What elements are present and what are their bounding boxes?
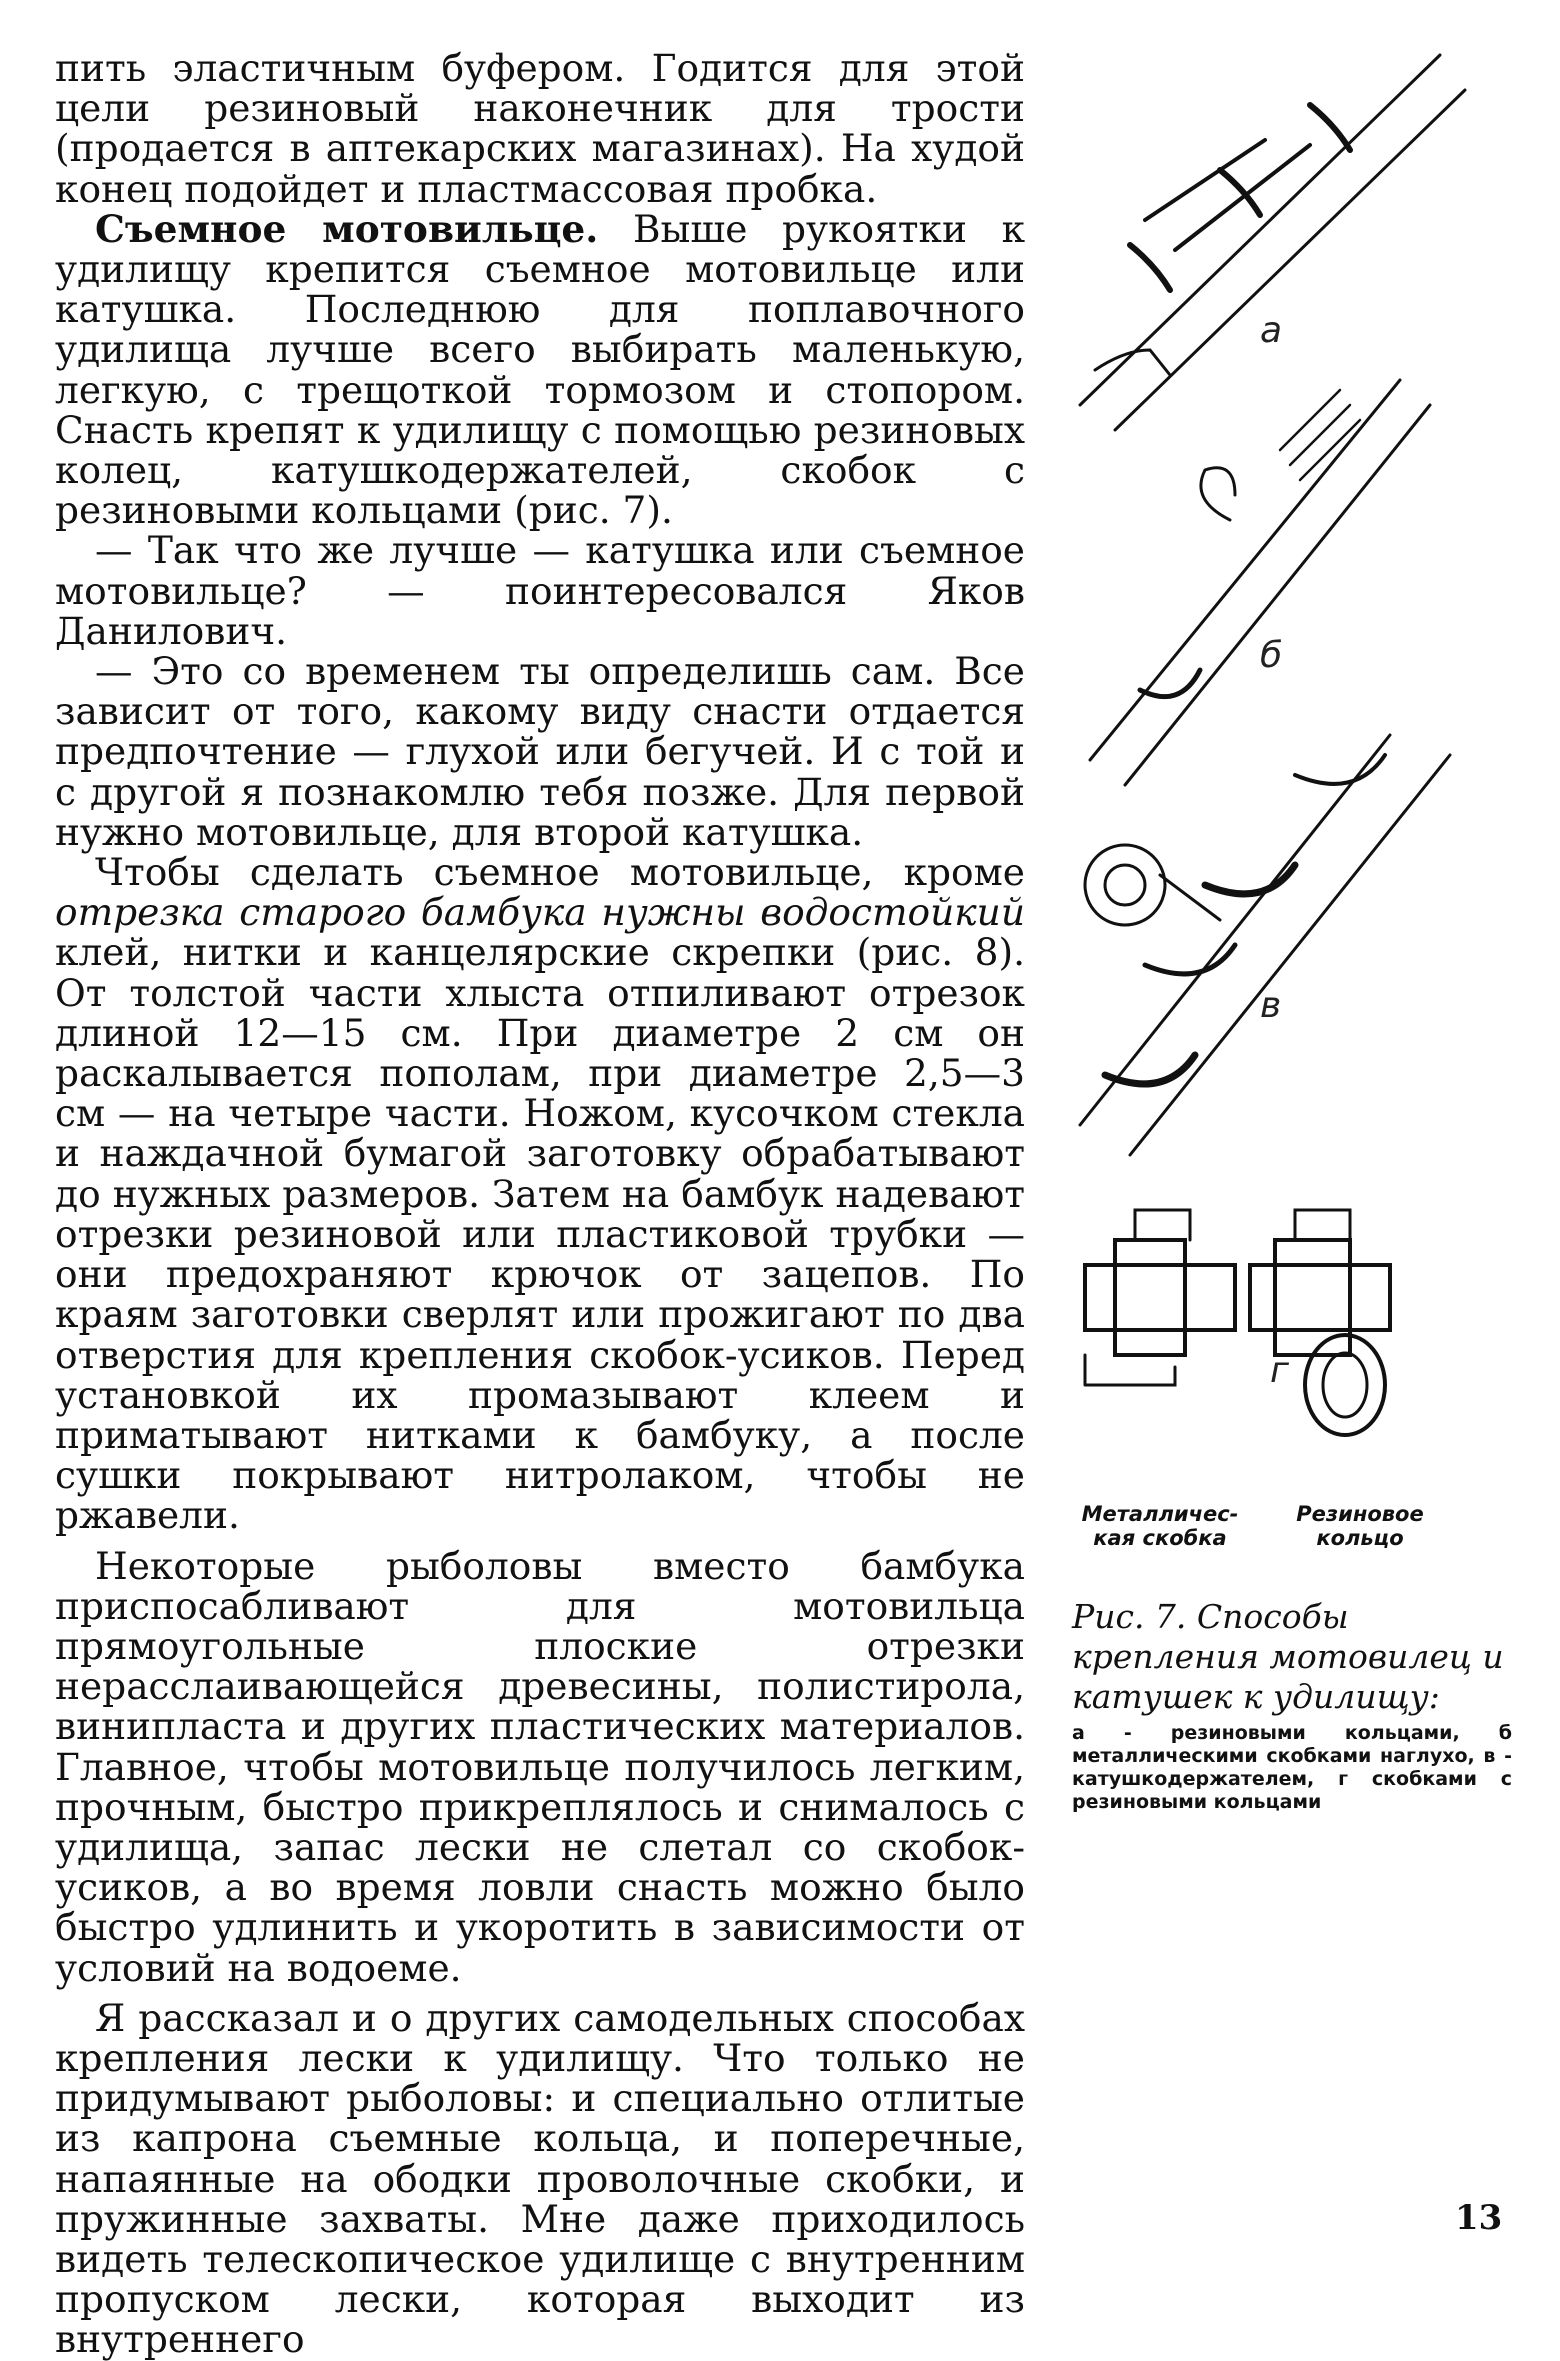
figure-caption-legend: а - резиновыми кольцами, б металлическими скобками наглухо, в - катушкодержателем, г скобками с резиновыми кольцами [1072, 1722, 1512, 1813]
paragraph-6: Некоторые рыболовы вместо бамбука приспосабливают для мотовильца прямоугольные плоские отрезки нерасслаивающейся древесины, полистирола, винипласта и других пластических материалов. Главное, чтобы мотовильце получилось легким, прочным, быстро прикреплялось и снималось с удилища, запас лески не слетал со скобок-усиков, а во время ловли снасть можно было быстро удлинить и укоротить в зависимости от условий на водоеме. [55, 1543, 1025, 1990]
paragraph-5-start: Чтобы сделать съемное мотовильце, кроме [95, 850, 1025, 895]
label-g: г [1270, 1350, 1289, 1391]
figure-7 [1060, 50, 1530, 1550]
figure-illustration [1060, 50, 1530, 1550]
paragraph-4: — Это со временем ты определишь сам. Все зависит от того, какому виду снасти отдается предпочтение — глухой или бегучей. И с той и с другой я познакомлю тебя позже. Для первой нужно мотовильце, для второй катушка. [55, 649, 1025, 854]
paragraph-2 [55, 206, 1026, 533]
main-text-column [55, 48, 1025, 2360]
rod-g-illustration [1085, 1210, 1390, 1435]
label-v: в [1260, 985, 1282, 1026]
rod-a-illustration [1080, 55, 1465, 430]
paragraph-2-body: Выше рукоятки к удилищу крепится съемное мотовильце или катушка. Последнюю для поплавочного удилища лучше всего выбирать маленькую, легкую, с трещоткой тормозом и стопором. Снасть крепят к удилищу с помощью резиновых колец, катушкодержателей, скобок с резиновыми кольцами (рис. 7). [55, 206, 1026, 533]
caption-rubber-ring: Резиновое кольцо [1296, 1502, 1424, 1550]
figure-caption-title: Рис. 7. Способы крепления мотовилец и катушек к удилищу: [1072, 1597, 1504, 1716]
paragraph-5-italic: отрезка старого бамбука нужны водостойкий [55, 890, 1025, 935]
rod-v-illustration [1080, 735, 1450, 1155]
paragraph-7: Я рассказал и о других самодельных способах крепления лески к удилищу. Что только не придумывают рыболовы: и специально отлитые из капрона съемные кольца, и поперечные, напаянные на ободки проволочные скобки, и пружинные захваты. Мне даже приходилось видеть телескопическое удилище с внутренним пропуском лески, которая выходит из внутреннего [55, 1995, 1025, 2361]
caption-metal-clip: Металличес- кая скобка [1081, 1502, 1239, 1550]
section-heading: Съемное мотовильце. [95, 206, 599, 251]
page-number: 13 [1455, 2198, 1503, 2238]
paragraph-5 [55, 850, 1025, 1538]
rod-b-illustration [1090, 380, 1430, 785]
paragraph-3: — Так что же лучше — катушка или съемное мотовильце? — поинтересовался Яков Данилович. [55, 528, 1025, 653]
label-a: а [1260, 310, 1283, 351]
label-b: б [1260, 635, 1283, 676]
paragraph-1: пить эластичным буфером. Годится для этой цели резиновый наконечник для трости (продается в аптекарских магазинах). На худой конец подойдет и пластмассовая пробка. [55, 46, 1025, 211]
paragraph-5-rest: клей, нитки и канцелярские скрепки (рис. 8). От толстой части хлыста отпиливают отрезок длиной 12—15 см. При диаметре 2 см он раскалывается пополам, при диаметре 2,5—3 см — на четыре части. Ножом, кусочком стекла и наждачной бумагой заготовку обрабатывают до нужных размеров. Затем на бамбук надевают отрезки резиновой или пластиковой трубки — они предохраняют крючок от зацепов. По краям заготовки сверлят или прожигают по два отверстия для крепления скобок-усиков. Перед установкой их промазывают клеем и приматывают нитками к бамбуку, а после сушки покрывают нитролаком, чтобы не ржавели. [55, 930, 1025, 1538]
